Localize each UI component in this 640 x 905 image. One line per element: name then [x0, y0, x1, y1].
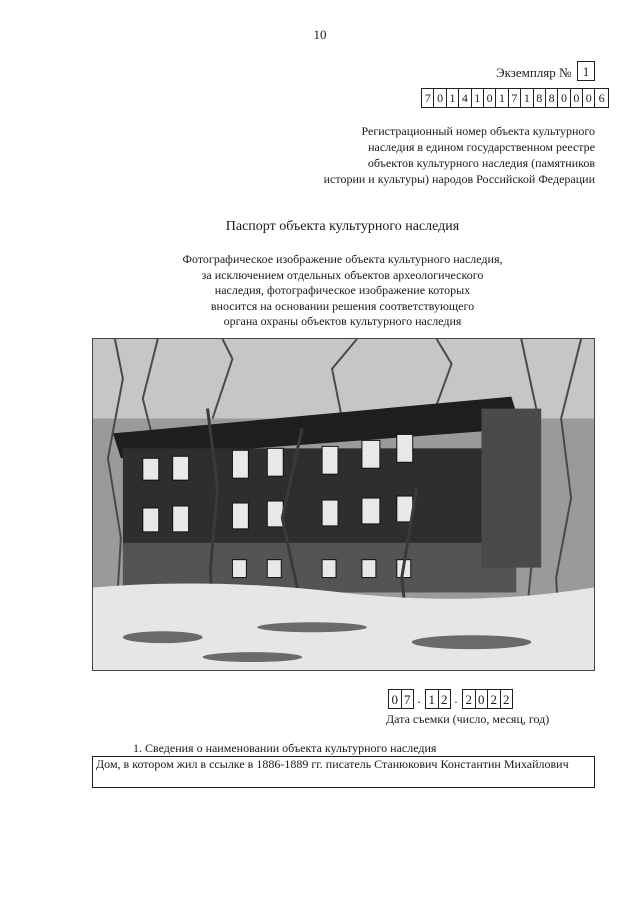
- photo-caption: [0, 252, 640, 330]
- date-year-digit: 2: [500, 689, 514, 709]
- object-name-field: Дом, в котором жил в ссылке в 1886-1889 гг. писатель Станюкович Константин Михайлович: [92, 756, 595, 788]
- photo-caption-line: Фотографическое изображение объекта культурного наследия,: [182, 252, 503, 266]
- registration-digit: 0: [484, 89, 496, 107]
- photo-caption-line: вносится на основании решения соответствующего: [210, 298, 475, 313]
- section-heading: 1. Сведения о наименовании объекта культурного наследия: [133, 741, 437, 755]
- registration-digit: 1: [472, 89, 484, 107]
- date-year-digit: 0: [475, 689, 489, 709]
- registration-caption-line: объектов культурного наследия (памятников: [367, 156, 595, 170]
- registration-digit: 1: [521, 89, 533, 107]
- date-month-digit: 2: [438, 689, 452, 709]
- registration-digit: 4: [459, 89, 471, 107]
- registration-caption-line: Регистрационный номер объекта культурного: [361, 124, 595, 138]
- photo-caption-line: органа охраны объектов культурного наследия: [223, 314, 462, 328]
- date-month-digit: 1: [425, 689, 439, 709]
- registration-digit: 7: [422, 89, 434, 107]
- registration-number: [421, 88, 609, 108]
- building-photo: [92, 338, 595, 671]
- registration-digit: 0: [434, 89, 446, 107]
- registration-digit: 8: [534, 89, 546, 107]
- photo-caption-line: наследия, фотографическое изображение которых: [214, 283, 471, 297]
- date-separator: .: [417, 691, 421, 706]
- date-year-digit: 2: [487, 689, 501, 709]
- copy-number-box: 1: [577, 61, 595, 81]
- registration-caption-line: истории и культуры) народов Российской Федерации: [323, 172, 595, 186]
- registration-digit: 0: [571, 89, 583, 107]
- page-number: 10: [313, 27, 327, 42]
- date-day-digit: 7: [401, 689, 415, 709]
- registration-digit: 6: [598, 91, 605, 105]
- registration-digit: 1: [496, 89, 508, 107]
- shoot-date-caption: Дата съемки (число, месяц, год): [386, 712, 550, 726]
- photo-caption-line: за исключением отдельных объектов археологического: [201, 267, 484, 282]
- registration-caption-line: наследия в едином государственном реестре: [368, 140, 595, 154]
- registration-digit: 8: [546, 89, 558, 107]
- shoot-date: [388, 689, 512, 709]
- registration-digit: 0: [558, 89, 570, 107]
- registration-caption: [275, 123, 595, 187]
- registration-digit: 1: [447, 89, 459, 107]
- copy-number-label: Экземпляр №: [496, 65, 572, 80]
- date-year-digit: 2: [462, 689, 476, 709]
- registration-digit: 0: [583, 89, 595, 107]
- registration-digit: 7: [509, 89, 521, 107]
- date-day-digit: 0: [388, 689, 402, 709]
- date-separator: .: [454, 691, 458, 706]
- document-title: Паспорт объекта культурного наследия: [225, 219, 460, 234]
